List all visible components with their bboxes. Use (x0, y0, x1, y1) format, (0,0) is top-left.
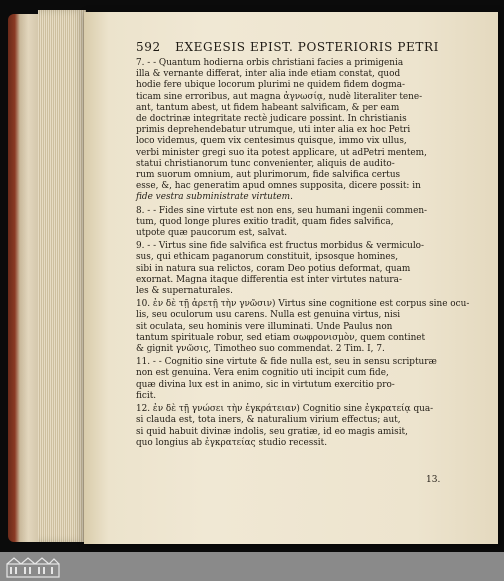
paragraph-7 (136, 58, 456, 204)
book-cover-edge (8, 14, 42, 542)
page-number: 592 (136, 40, 161, 54)
text-line: 8. - - Fides sine virtute est non ens, seu humani ingenii commen- (136, 205, 428, 216)
text-line: si quid habuit divinæ indolis, seu gratiæ, id eo magis amisit, (136, 426, 408, 437)
text-line: fide vestra subministrate virtutem. (136, 192, 293, 203)
text-line: si clauda est, tota iners, & naturalium virium effectus; aut, (136, 415, 401, 426)
text-line: & gignit γνῶσις, Timotheo suo commendat. 2 Tim. I, 7. (136, 344, 385, 355)
paragraph-9 (136, 241, 456, 297)
page-edges (38, 10, 86, 542)
text-line: exornat. Magna itaque differentia est inter virtutes natura- (136, 274, 402, 285)
text-line: rum suorum omnium, aut plurimorum, fide salvifica certus (136, 170, 401, 181)
text-line: tantum spirituale robur, sed etiam σωφρονισμὸν, quem continet (136, 332, 426, 343)
running-title: EXEGESIS EPIST. POSTERIORIS PETRI (175, 40, 439, 54)
text-line: de doctrinæ integritate rectè judicare possint. In christianis (136, 114, 407, 125)
text-line: illa & vernante differat, inter alia inde etiam constat, quod (136, 69, 401, 80)
text-line: quo longius ab ἐγκρατείας studio recessit. (136, 437, 328, 448)
text-line: ticam sine erroribus, aut magna ἀγνωσίᾳ, nudè literaliter tene- (136, 91, 423, 102)
text-line: ficit. (136, 390, 157, 401)
text-line: hodie fere ubique locorum plurimi ne quidem fidem dogma- (136, 80, 405, 91)
paragraph-8 (136, 206, 456, 240)
running-head (136, 40, 496, 54)
text-line: loco videmus, quem vix centesimus quisque, immo vix ullus, (136, 136, 407, 147)
text-line: statui christianorum tunc convenienter, aliquis de audito- (136, 158, 395, 169)
text-line: 7. - - Quantum hodierna orbis christiani facies a primigenia (136, 58, 404, 68)
text-line: lis, seu oculorum usu carens. Nulla est genuina virtus, nisi (136, 310, 401, 321)
paragraph-11 (136, 357, 456, 402)
text-line: 10. ἐν δὲ τῇ ἀρετῇ τὴν γνῶσιν) Virtus sine cognitione est corpus sine ocu- (136, 299, 470, 310)
text-line: quæ divina lux est in animo, sic in virtutum exercitio pro- (136, 379, 395, 390)
text-line: esse, &, hac generatim apud omnes supposita, dicere possit: in (136, 181, 421, 192)
text-line: utpote quæ paucorum est, salvat. (136, 228, 288, 239)
paragraph-12 (136, 404, 456, 449)
paragraph-10 (136, 299, 470, 355)
text-line: sit oculata, seu hominis vere illuminati. Unde Paulus non (136, 321, 393, 332)
library-building-icon (6, 556, 60, 578)
text-line: verbi minister gregi suo ita potest applicare, ut adPetri mentem, (136, 147, 427, 158)
text-line: sibi in natura sua relictos, coram Deo potius deformat, quam (136, 263, 411, 274)
text-line: ant, tantum abest, ut fidem habeant salvificam, & per eam (136, 102, 400, 113)
text-line: sus, qui ethicam paganorum constituit, ipsosque homines, (136, 252, 399, 263)
catchword: 13. (426, 475, 441, 485)
text-line: les & supernaturales. (136, 286, 233, 297)
text-line: tum, quod longe plures exitio tradit, quam fides salvifica, (136, 216, 394, 227)
text-line: 9. - - Virtus sine fide salvifica est fructus morbidus & vermiculo- (136, 241, 425, 252)
text-line: 12. ἐν δὲ τῇ γνώσει τὴν ἐγκράτειαν) Cognitio sine ἐγκρατείᾳ qua- (136, 404, 434, 415)
text-line: 11. - - Cognitio sine virtute & fide nulla est, seu in sensu scripturæ (136, 357, 437, 368)
text-line: primis deprehendebatur utrumque, uti inter alia ex hoc Petri (136, 125, 411, 136)
text-block (136, 58, 470, 451)
text-line: non est genuina. Vera enim cognitio uti incipit cum fide, (136, 368, 389, 379)
viewer-footer (0, 552, 504, 581)
